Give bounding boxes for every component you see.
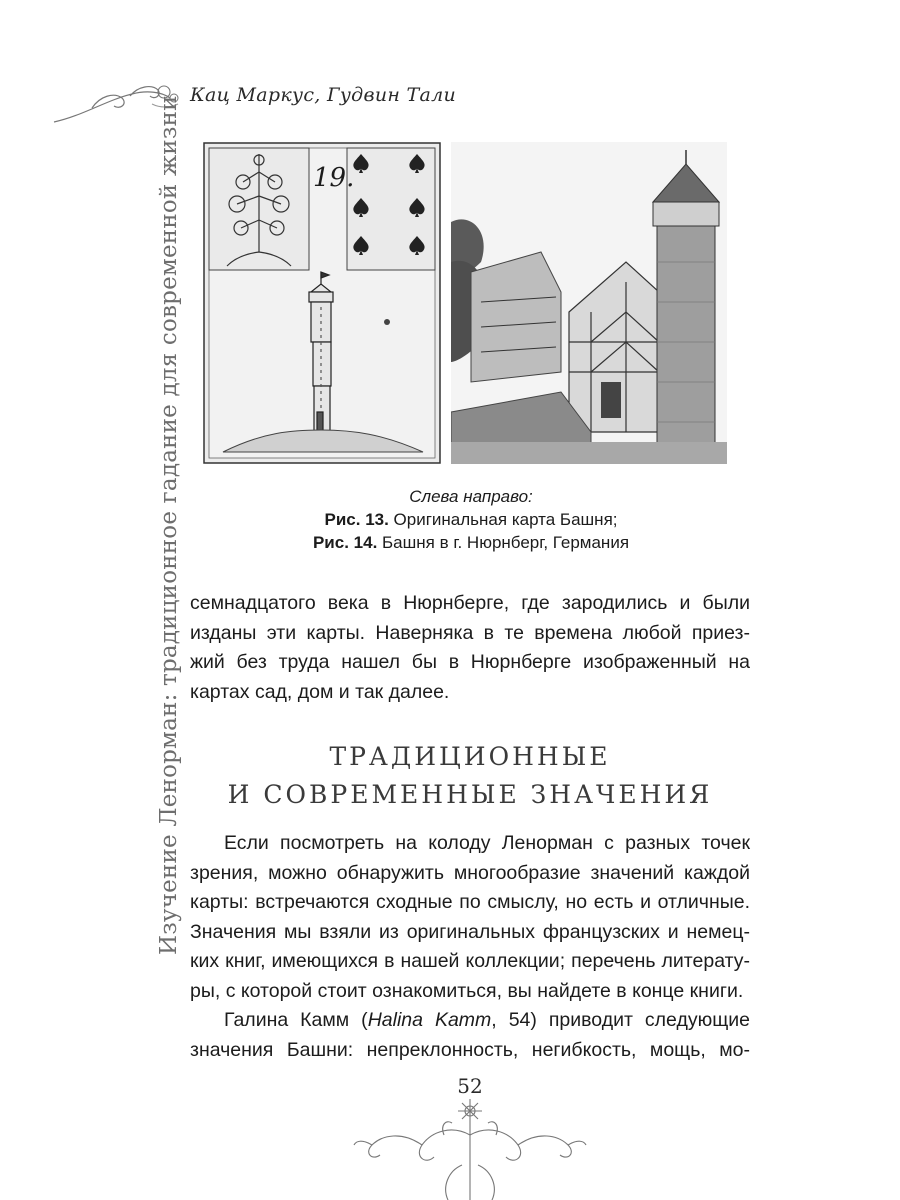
- footer-floral-ornament: [352, 1095, 588, 1200]
- text-fragment: , 54) приводит следующие: [491, 1009, 750, 1031]
- text-line: [190, 1006, 750, 1036]
- author-name-latin: Halina Kamm: [367, 1009, 492, 1031]
- paragraph-1: [190, 589, 750, 707]
- section-heading: [190, 738, 750, 814]
- text-line: семнадцатого века в Нюрнберге, где зародились и были: [190, 592, 750, 614]
- text-line: Если посмотреть на колоду Ленорман с разных точек: [224, 832, 750, 854]
- text-line: Значения мы взяли из оригинальных французских и немец-: [190, 920, 750, 943]
- text-fragment: Галина Камм (: [224, 1009, 368, 1031]
- text-line: картах сад, дом и так далее.: [190, 680, 450, 703]
- text-line: изданы эти карты. Наверняка в те времена любой приез-: [190, 621, 750, 644]
- text-line: зрения, можно обнаружить многообразие значений каждой: [190, 861, 750, 884]
- caption-fig14: [190, 531, 752, 554]
- text-line: жий без труда нашел бы в Нюрнберге изображенный на: [190, 651, 750, 673]
- figure-tower-card: [203, 142, 441, 464]
- running-head: Кац Маркус, Гудвин Тали: [190, 84, 457, 106]
- card-number: 19.: [313, 163, 355, 193]
- figure-caption: [190, 485, 752, 554]
- caption-fig13-text: Оригинальная карта Башня;: [388, 510, 618, 529]
- text-line: карты: встречаются сходные по смыслу, но есть и отличные.: [190, 891, 750, 913]
- page-number: 52: [457, 1074, 483, 1098]
- text-line: значения Башни: непреклонность, негибкость, мощь, мо-: [190, 1038, 750, 1061]
- paragraph-2: [190, 829, 750, 1006]
- figure-nuremberg-photo: [451, 142, 727, 464]
- caption-fig13-label: Рис. 13.: [324, 510, 389, 529]
- text-line: ких книг, имеющихся в нашей коллекции; перечень литерату-: [190, 950, 750, 972]
- round-tower: [657, 222, 715, 464]
- heading-line: ТРАДИЦИОННЫЕ: [329, 742, 611, 771]
- caption-lead: Слева направо:: [409, 487, 533, 506]
- caption-fig14-label: Рис. 14.: [312, 533, 378, 552]
- caption-fig14-text: Башня в г. Нюрнберг, Германия: [377, 533, 630, 552]
- side-book-title: Изучение Ленорман: традиционное гадание для современной жизни: [156, 95, 182, 955]
- caption-fig13: [190, 508, 752, 531]
- paragraph-3: [190, 1006, 750, 1065]
- heading-line: И СОВРЕМЕННЫЕ ЗНАЧЕНИЯ: [227, 780, 713, 809]
- text-line: ры, с которой стоит ознакомиться, вы найдете в конце книги.: [190, 979, 744, 1002]
